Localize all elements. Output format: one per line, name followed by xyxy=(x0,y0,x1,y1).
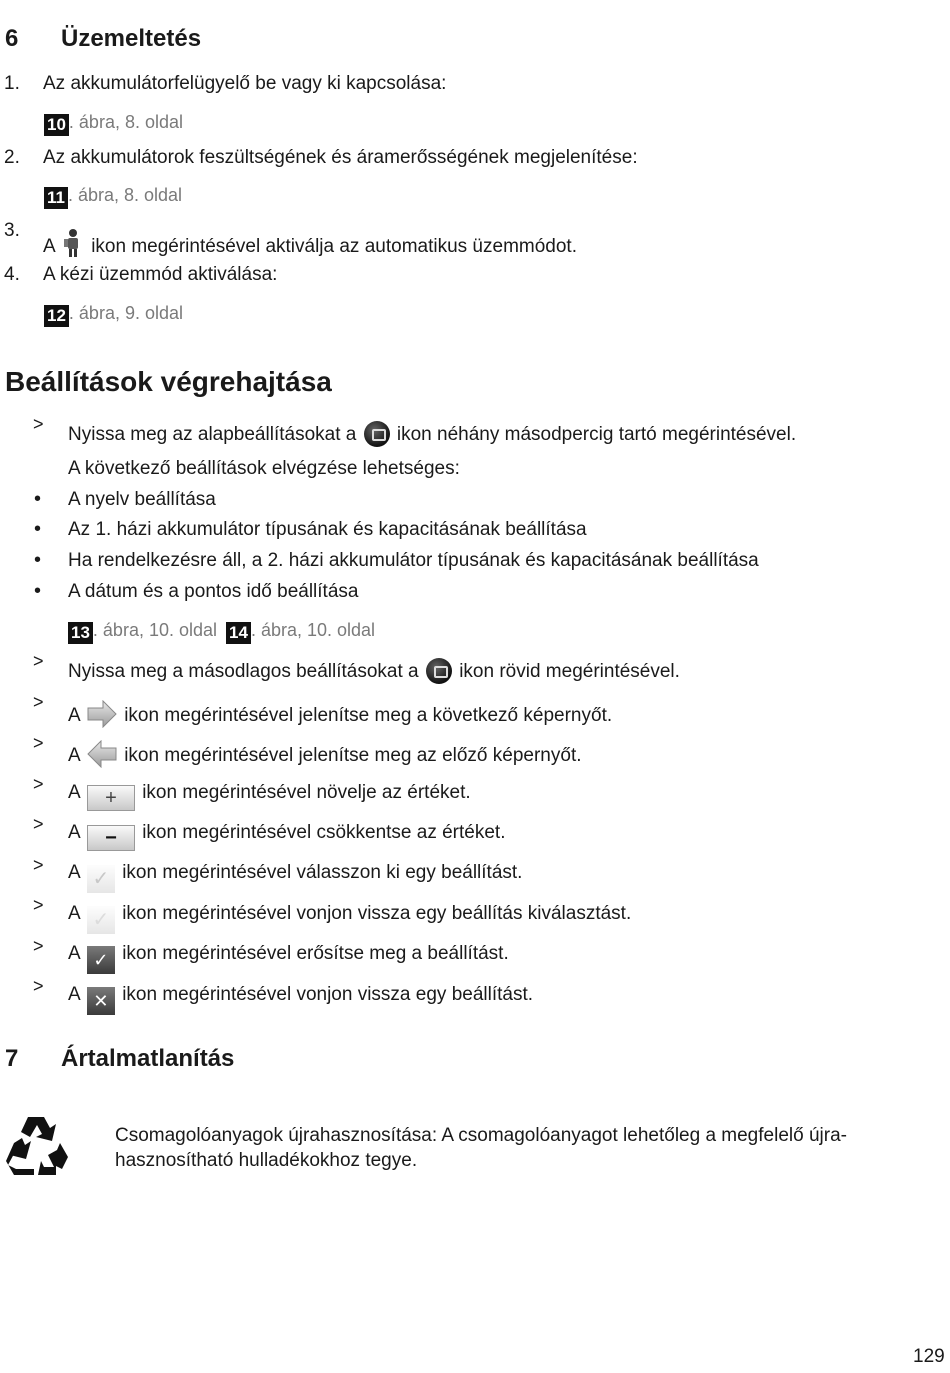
instruction-step xyxy=(68,421,796,447)
list-item-number: 2. xyxy=(4,147,20,168)
list-item xyxy=(43,228,577,259)
list-item-number: 4. xyxy=(4,264,20,285)
figure-badge: 11 xyxy=(44,187,68,209)
icon-step xyxy=(68,861,522,893)
step-text: Nyissa meg a másodlagos beállításokat a xyxy=(68,661,419,682)
person-icon xyxy=(62,228,84,258)
icon-step xyxy=(68,902,631,934)
icon-step xyxy=(68,740,582,768)
recycle-icon xyxy=(4,1113,70,1177)
step-text: ikon megérintésével válasszon ki egy beállítást. xyxy=(122,862,523,883)
settings-icon xyxy=(364,421,390,447)
close-icon: ✕ xyxy=(87,987,115,1015)
step-prefix: A xyxy=(68,822,80,843)
icon-step xyxy=(68,942,509,974)
step-prefix: A xyxy=(68,862,80,883)
arrow-right-icon xyxy=(87,700,117,728)
list-item-text: A xyxy=(43,236,55,257)
recycling-text-line-1: Csomagolóanyagok újrahasznosítása: A csomagolóanyagot lehetőleg a megfelelő újra- xyxy=(115,1125,847,1146)
figure-reference-text: . ábra, 8. oldal xyxy=(67,185,183,205)
section-7-heading xyxy=(5,1045,405,1075)
bullet-icon: • xyxy=(34,580,42,602)
icon-step xyxy=(68,700,612,728)
section-number: 6 xyxy=(5,25,19,52)
chevron-icon: > xyxy=(33,774,44,794)
figure-reference-text: . ábra, 8. oldal xyxy=(68,112,183,132)
figure-reference xyxy=(44,301,183,327)
icon-step xyxy=(68,821,505,851)
step-text: ikon megérintésével erősítse meg a beállítást. xyxy=(122,943,509,964)
list-item-text: ikon megérintésével aktiválja az automatikus üzemmódot. xyxy=(91,236,577,257)
page-number: 129 xyxy=(913,1346,945,1367)
figure-badge: 12 xyxy=(44,305,69,327)
list-item-text: A kézi üzemmód aktiválása: xyxy=(43,264,278,285)
list-item-number: 1. xyxy=(4,73,20,94)
figure-reference xyxy=(68,618,375,644)
step-prefix: A xyxy=(68,705,80,726)
chevron-icon: > xyxy=(33,936,44,956)
figure-badge: 10 xyxy=(44,114,69,136)
chevron-icon: > xyxy=(33,895,44,915)
step-text: ikon megérintésével jelenítse meg az előző képernyőt. xyxy=(124,745,582,766)
minus-icon: − xyxy=(87,825,135,851)
chevron-icon: > xyxy=(33,976,44,996)
section-6-heading xyxy=(5,25,405,55)
icon-step xyxy=(68,983,533,1015)
check-dark-icon: ✓ xyxy=(87,946,115,974)
figure-reference-text: . ábra, 9. oldal xyxy=(68,303,183,323)
arrow-left-icon xyxy=(87,740,117,768)
check-light-icon: ✓ xyxy=(87,906,115,934)
section-title: Ártalmatlanítás xyxy=(61,1045,235,1072)
check-light-icon: ✓ xyxy=(87,865,115,893)
step-text: Nyissa meg az alapbeállításokat a xyxy=(68,424,357,445)
step-prefix: A xyxy=(68,903,80,924)
recycling-text-line-2: hasznosítható hulladékokhoz tegye. xyxy=(115,1150,418,1171)
bullet-icon: • xyxy=(34,518,42,540)
chevron-icon: > xyxy=(33,733,44,753)
section-number: 7 xyxy=(5,1045,19,1072)
chevron-icon: > xyxy=(33,414,44,434)
figure-reference xyxy=(44,183,182,209)
intro-text: A következő beállítások elvégzése lehetséges: xyxy=(68,458,460,479)
figure-reference-text: . ábra, 10. oldal xyxy=(92,620,218,640)
plus-icon: + xyxy=(87,785,135,811)
bullet-item: Az 1. házi akkumulátor típusának és kapacitásának beállítása xyxy=(68,519,587,540)
bullet-icon: • xyxy=(34,549,42,571)
figure-reference xyxy=(44,110,183,136)
step-text: ikon néhány másodpercig tartó megérintésével. xyxy=(396,424,797,445)
step-text: ikon rövid megérintésével. xyxy=(459,661,680,682)
list-item-number: 3. xyxy=(4,220,20,241)
step-prefix: A xyxy=(68,984,80,1005)
chevron-icon: > xyxy=(33,692,44,712)
list-item-text: Az akkumulátorok feszültségének és áramerősségének megjelenítése: xyxy=(43,147,638,168)
step-text: ikon megérintésével csökkentse az értéket. xyxy=(142,822,506,843)
section-title: Üzemeltetés xyxy=(61,25,202,52)
bullet-item: A dátum és a pontos idő beállítása xyxy=(68,581,359,602)
bullet-icon: • xyxy=(34,488,42,510)
step-text: ikon megérintésével növelje az értéket. xyxy=(142,782,471,803)
chevron-icon: > xyxy=(33,855,44,875)
settings-heading: Beállítások végrehajtása xyxy=(5,366,332,397)
list-item-text: Az akkumulátorfelügyelő be vagy ki kapcsolása: xyxy=(43,73,447,94)
bullet-item: Ha rendelkezésre áll, a 2. házi akkumulátor típusának és kapacitásának beállítása xyxy=(68,550,759,571)
step-text: ikon megérintésével vonjon vissza egy beállítást. xyxy=(122,984,534,1005)
figure-badge: 13 xyxy=(68,622,93,644)
bullet-item: A nyelv beállítása xyxy=(68,489,216,510)
step-text: ikon megérintésével jelenítse meg a következő képernyőt. xyxy=(124,705,613,726)
figure-badge: 14 xyxy=(226,622,251,644)
settings-icon xyxy=(426,658,452,684)
step-prefix: A xyxy=(68,943,80,964)
step-text: ikon megérintésével vonjon vissza egy beállítás kiválasztást. xyxy=(122,903,632,924)
step-prefix: A xyxy=(68,782,80,803)
chevron-icon: > xyxy=(33,814,44,834)
icon-step xyxy=(68,781,471,811)
figure-reference-text: . ábra, 10. oldal xyxy=(250,620,376,640)
instruction-step xyxy=(68,658,680,684)
chevron-icon: > xyxy=(33,651,44,671)
step-prefix: A xyxy=(68,745,80,766)
